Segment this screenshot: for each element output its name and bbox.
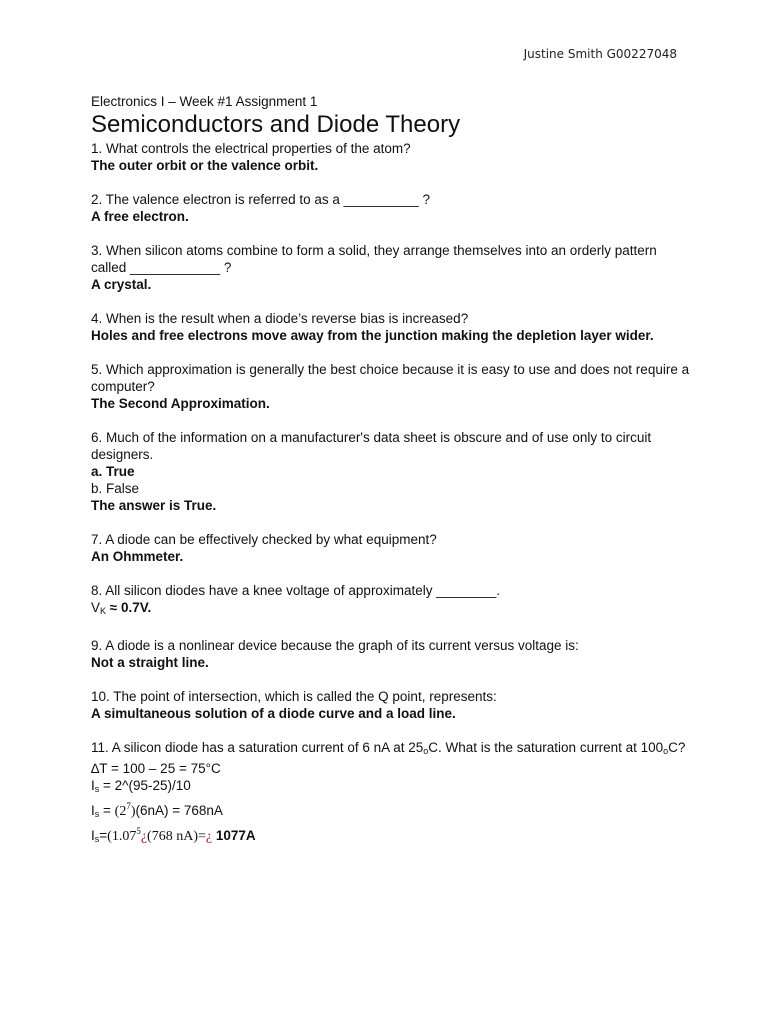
question-text-part: C? xyxy=(668,740,686,755)
current-subscript: s xyxy=(94,809,100,819)
question-text xyxy=(91,739,691,760)
math-expression xyxy=(114,801,136,819)
answer-text: ≈ 0.7V. xyxy=(109,600,152,615)
question-7 xyxy=(91,531,691,565)
question-1 xyxy=(91,140,691,174)
math-exponent: 5 xyxy=(136,826,141,836)
author-header: Justine Smith G00227048 xyxy=(523,47,677,61)
work-text: = 2^(95-25)/10 xyxy=(99,778,191,793)
work-line-1: ∆T = 100 – 25 = 75°C xyxy=(91,761,221,776)
question-6 xyxy=(91,429,691,514)
course-line: Electronics I – Week #1 Assignment 1 xyxy=(91,94,318,109)
question-text: 1. What controls the electrical properties of the atom? xyxy=(91,141,411,156)
answer-subscript: K xyxy=(100,606,107,616)
math-text: (2 xyxy=(114,804,127,819)
document-body xyxy=(91,93,691,848)
answer-line xyxy=(91,599,691,620)
question-3 xyxy=(91,242,691,293)
answer-text: Not a straight line. xyxy=(91,655,209,670)
math-text: )= xyxy=(193,829,206,844)
work-text: = xyxy=(99,828,108,843)
answer-text: A free electron. xyxy=(91,209,189,224)
degree-subscript: o xyxy=(423,746,429,756)
current-subscript: s xyxy=(94,784,100,794)
current-symbol: I xyxy=(91,778,95,793)
question-text: 2. The valence electron is referred to as a __________ ? xyxy=(91,192,430,207)
math-error-glyph: ¿ xyxy=(140,829,148,844)
question-text: 5. Which approximation is generally the best choice because it is easy to use and does not require a computer? xyxy=(91,362,690,394)
answer-text: The outer orbit or the valence orbit. xyxy=(91,158,319,173)
math-error-glyph: ¿ xyxy=(205,829,213,844)
work-text: = xyxy=(99,803,115,818)
question-text: 4. When is the result when a diode’s reverse bias is increased? xyxy=(91,311,469,326)
answer-symbol: V xyxy=(91,600,101,615)
answer-text: An Ohmmeter. xyxy=(91,549,184,564)
question-text: 3. When silicon atoms combine to form a solid, they arrange themselves into an orderly pattern called ____________ ? xyxy=(91,243,657,275)
answer-text: The answer is True. xyxy=(91,498,217,513)
question-10 xyxy=(91,688,691,722)
option-a: a. True xyxy=(91,464,135,479)
final-answer: 1077A xyxy=(212,828,256,843)
math-expression xyxy=(107,826,213,844)
answer-text: Holes and free electrons move away from the junction making the depletion layer wider. xyxy=(91,328,654,343)
work-text: (6nA) = 768nA xyxy=(135,803,223,818)
question-text: 6. Much of the information on a manufacturer's data sheet is obscure and of use only to circuit designers. xyxy=(91,430,652,462)
work-line-4 xyxy=(91,823,691,848)
degree-subscript: o xyxy=(663,746,669,756)
math-exponent: 7 xyxy=(126,801,131,811)
question-4 xyxy=(91,310,691,344)
question-text: 10. The point of intersection, which is called the Q point, represents: xyxy=(91,689,497,704)
question-11 xyxy=(91,739,691,848)
answer-text: A simultaneous solution of a diode curve and a load line. xyxy=(91,706,456,721)
math-text: (768 nA xyxy=(147,829,194,844)
current-symbol: I xyxy=(91,828,95,843)
question-2 xyxy=(91,191,691,225)
question-text-part: C. What is the saturation current at 100 xyxy=(428,740,664,755)
math-text: ) xyxy=(130,804,136,819)
question-text-part: 11. A silicon diode has a saturation current of 6 nA at 25 xyxy=(91,740,424,755)
math-text: (1.07 xyxy=(107,829,137,844)
answer-text: The Second Approximation. xyxy=(91,396,270,411)
option-b: b. False xyxy=(91,481,140,496)
work-line-2 xyxy=(91,777,691,798)
page-title: Semiconductors and Diode Theory xyxy=(91,111,461,138)
question-5 xyxy=(91,361,691,412)
question-text: 9. A diode is a nonlinear device because the graph of its current versus voltage is: xyxy=(91,638,579,653)
question-text: 7. A diode can be effectively checked by what equipment? xyxy=(91,532,437,547)
question-9 xyxy=(91,637,691,671)
answer-text: A crystal. xyxy=(91,277,152,292)
current-subscript: s xyxy=(94,834,100,844)
current-symbol: I xyxy=(91,803,95,818)
question-8 xyxy=(91,582,691,620)
question-text: 8. All silicon diodes have a knee voltage of approximately ________. xyxy=(91,583,501,598)
work-line-3 xyxy=(91,798,691,823)
